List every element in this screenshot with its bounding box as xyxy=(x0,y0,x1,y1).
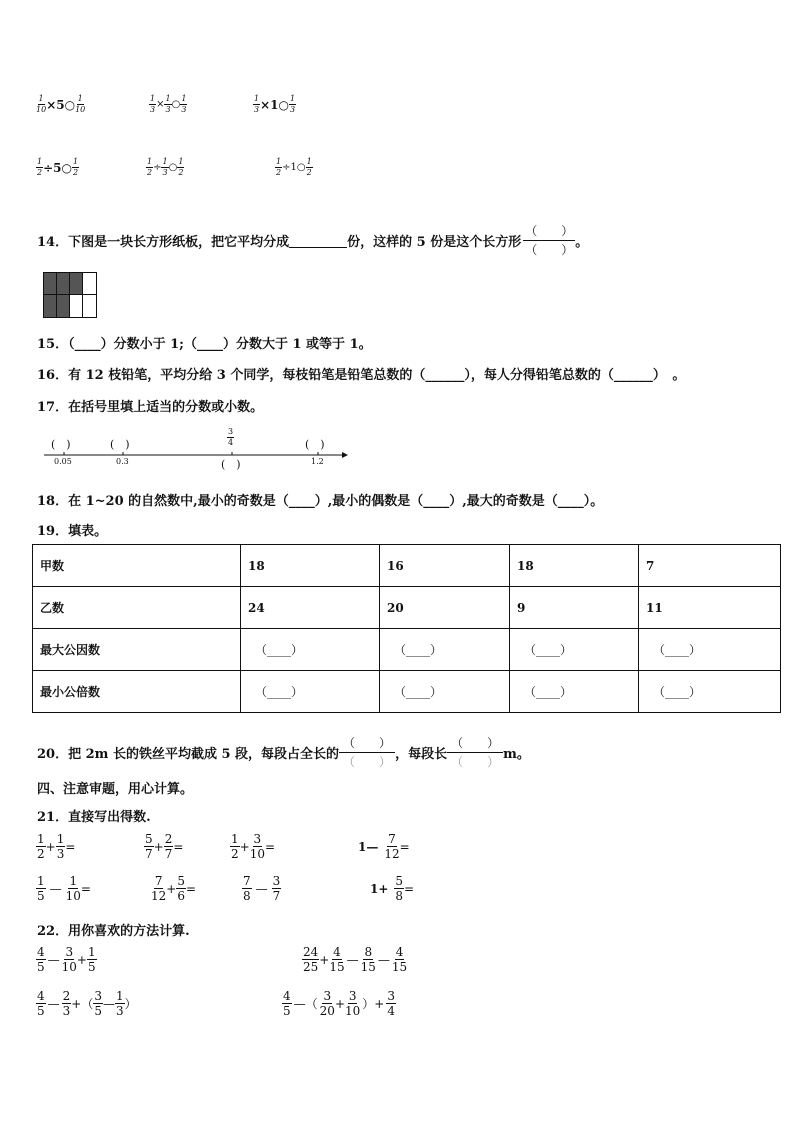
compare-item-3: $\frac{1}{3}$ ×1○ $\frac{1}{3}$ xyxy=(254,94,296,114)
fraction: $\frac{1}{10}$ xyxy=(36,94,47,114)
table-cell: 9 xyxy=(510,587,639,629)
numberline-label-0.3: 0.3 xyxy=(116,457,129,466)
q22-expression-3: $\frac{4}{5}$ — $\frac{2}{3}$ +（ $\frac{3}{5}$ — $\frac{1}{3}$ ） xyxy=(37,989,137,1018)
question-15: 15．（____）分数小于 1;（____）分数大于 1 或等于 1。 xyxy=(37,337,372,352)
row-header-cell: 乙数 xyxy=(33,587,241,629)
question-21: 21．直接写出得数. xyxy=(37,810,151,825)
question-16: 16．有 12 枝铅笔，平均分给 3 个同学，每枝铅笔是铅笔总数的（______），每人分得铅笔总数的（______） 。 xyxy=(37,368,686,383)
fill-table xyxy=(32,544,781,713)
table-cell[interactable]: （____） xyxy=(241,629,380,671)
question-17: 17．在括号里填上适当的分数或小数。 xyxy=(37,400,264,415)
q21-item-4: 1— $\frac{7}{12}$ = xyxy=(358,832,410,861)
q21-item-7: $\frac{7}{8}$ — $\frac{3}{7}$ xyxy=(243,874,281,903)
fraction: $\frac{1}{10}$ xyxy=(75,94,86,114)
blank-cell xyxy=(70,295,83,317)
table-cell[interactable]: （____） xyxy=(639,629,781,671)
q21-item-3: $\frac{1}{2}$ + $\frac{3}{10}$ = xyxy=(231,832,276,861)
numberline-blank-3[interactable]: ( ) xyxy=(305,438,325,451)
table-cell: 16 xyxy=(380,545,510,587)
q21-item-2: $\frac{5}{7}$ + $\frac{2}{7}$ = xyxy=(145,832,184,861)
q22-expression-2: $\frac{24}{25}$ + $\frac{4}{15}$ — $\frac{8}{15}$ — $\frac{4}{15}$ xyxy=(303,945,408,974)
question-18: 18．在 1~20 的自然数中,最小的奇数是（____）,最小的偶数是（____）,最大的奇数是（____）。 xyxy=(37,494,604,509)
numberline-label-0.05: 0.05 xyxy=(54,457,72,466)
shaded-cell xyxy=(57,295,70,317)
blank-cell xyxy=(83,273,96,295)
question-22: 22．用你喜欢的方法计算. xyxy=(37,924,190,939)
table-cell[interactable]: （____） xyxy=(380,671,510,713)
q21-item-8: 1+ $\frac{5}{8}$ = xyxy=(370,874,415,903)
shaded-cell xyxy=(70,273,83,295)
q22-expression-1: $\frac{4}{5}$ — $\frac{3}{10}$ + $\frac{1}{5}$ xyxy=(37,945,96,974)
table-cell: 24 xyxy=(241,587,380,629)
table-cell: 18 xyxy=(241,545,380,587)
table-cell: 18 xyxy=(510,545,639,587)
table-cell[interactable]: （____） xyxy=(380,629,510,671)
q21-item-5: $\frac{1}{5}$ — $\frac{1}{10}$ = xyxy=(37,874,91,903)
numberline-blank-1[interactable]: ( ) xyxy=(51,438,71,451)
question-19: 19．填表。 xyxy=(37,524,108,539)
shaded-cell xyxy=(57,273,70,295)
compare-item-1: $\frac{1}{10}$ ×5○ $\frac{1}{10}$ xyxy=(36,94,86,114)
arrow-head xyxy=(342,452,348,458)
table-row xyxy=(33,545,781,587)
numberline-fraction-3-4: $\frac{3}{4}$ xyxy=(228,427,234,447)
section-4-heading: 四、注意审题，用心计算。 xyxy=(37,782,194,797)
numberline-blank-2[interactable]: ( ) xyxy=(110,438,130,451)
table-cell[interactable]: （____） xyxy=(241,671,380,713)
table-cell: 11 xyxy=(639,587,781,629)
compare-item-5: $\frac{1}{2}$ ÷ $\frac{1}{3}$ ○ $\frac{1}{2}$ xyxy=(147,157,184,177)
table-cell[interactable]: （____） xyxy=(510,671,639,713)
table-cell[interactable]: （____） xyxy=(639,671,781,713)
row-header-cell: 最大公因数 xyxy=(33,629,241,671)
table-cell: 7 xyxy=(639,545,781,587)
table-row xyxy=(33,629,781,671)
compare-item-6: $\frac{1}{2}$ ÷1○ $\frac{1}{2}$ xyxy=(276,157,312,177)
row-header-cell: 甲数 xyxy=(33,545,241,587)
q21-item-1: $\frac{1}{2}$ + $\frac{1}{3}$ = xyxy=(37,832,76,861)
shaded-cell xyxy=(44,295,57,317)
compare-item-4: $\frac{1}{2}$ ÷5○ $\frac{1}{2}$ xyxy=(37,157,79,177)
table-cell[interactable]: （____） xyxy=(510,629,639,671)
compare-item-2: $\frac{1}{3}$ × $\frac{1}{3}$ ○ $\frac{1}{3}$ xyxy=(150,94,187,114)
answer-blank[interactable] xyxy=(289,233,347,248)
shaded-cell xyxy=(44,273,57,295)
numberline-blank-4[interactable]: ( ) xyxy=(221,458,241,471)
row-header-cell: 最小公倍数 xyxy=(33,671,241,713)
numberline-label-1.2: 1.2 xyxy=(311,457,324,466)
q21-item-6: $\frac{7}{12}$ + $\frac{5}{6}$ = xyxy=(151,874,197,903)
table-row xyxy=(33,671,781,713)
question-14: 14．下图是一块长方形纸板，把它平均分成 份，这样的 5 份是这个长方形 $\frac{( )}{( )}$ 。 xyxy=(37,224,589,257)
q22-expression-4: $\frac{4}{5}$ —（ $\frac{3}{20}$ + $\frac{3}{10}$ ）+ $\frac{3}{4}$ xyxy=(283,989,395,1018)
blank-cell xyxy=(83,295,96,317)
table-cell: 20 xyxy=(380,587,510,629)
table-row xyxy=(33,587,781,629)
rectangle-diagram xyxy=(43,272,97,318)
question-20: 20．把 2m 长的铁丝平均截成 5 段，每段占全长的 $\frac{( )}{( )}$ ，每段长 $\frac{( )}{( )}$ m。 xyxy=(37,736,530,769)
